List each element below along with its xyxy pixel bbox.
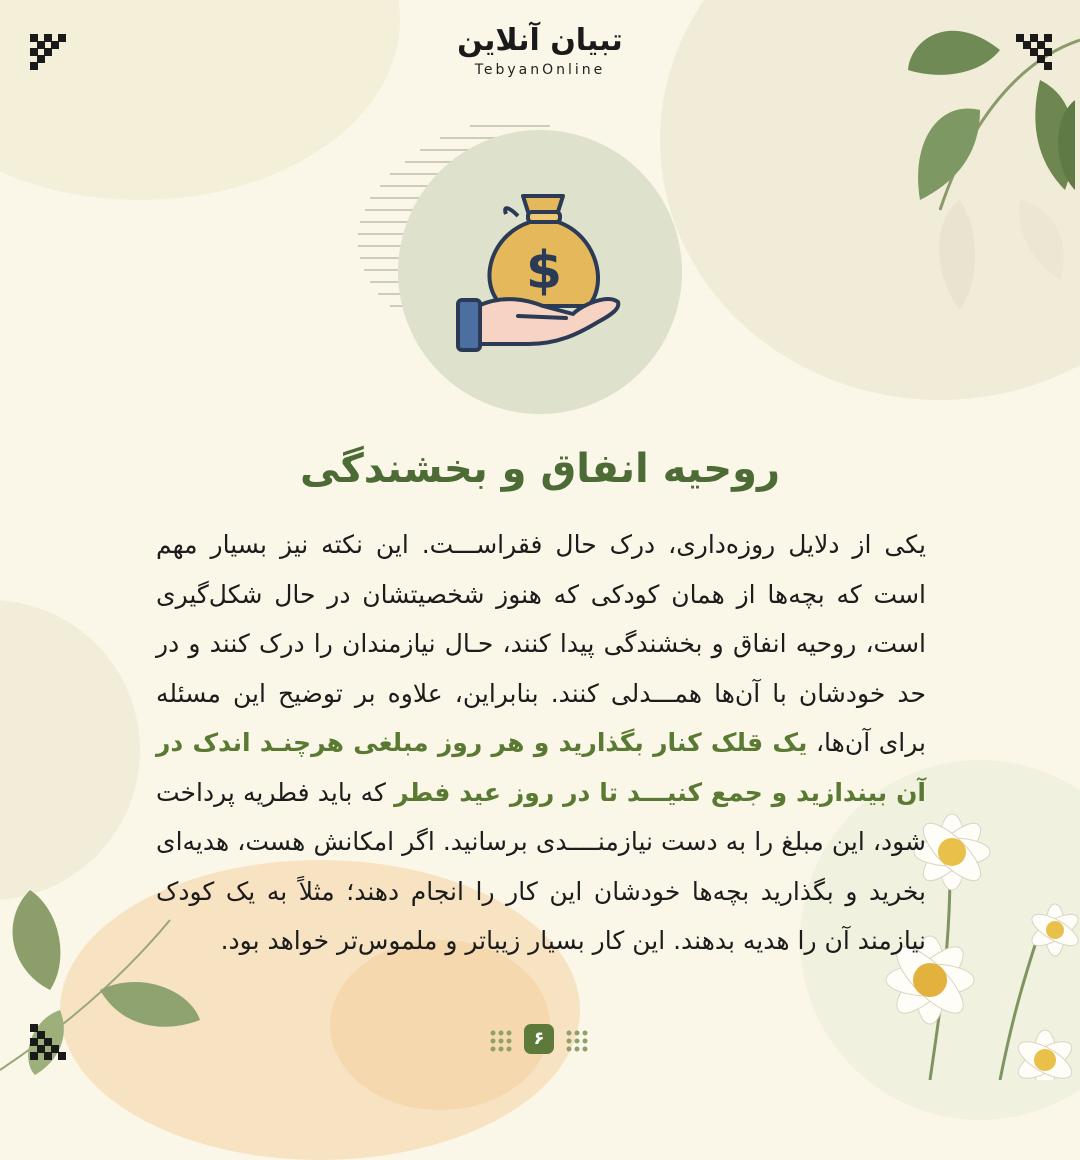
page-indicator (490, 1024, 590, 1058)
dots-grid-icon (566, 1030, 588, 1052)
background-blob (0, 0, 400, 200)
dollar-symbol: $ (525, 241, 563, 301)
body-text-part: یکی از دلایل روزه‌داری، درک حال فقراســـت. این نکته نیز بسیار مهم است که بچه‌ها از همان کودکی که هنوز شخصیتشان در حال شکل‌گیری است، روحیه انفاق و بخشندگی پیدا کنند، حـال نیازمندان را درک کنند و در حد خودشان با آن‌ها همـــدلی کنند. بنابراین، علاوه بر توضیح این مسئله برای آن‌ها، (156, 530, 926, 757)
page-number-badge: ۶ (524, 1024, 554, 1054)
post-body (156, 520, 926, 966)
pixel-corner-mark-icon (1016, 34, 1052, 70)
body-text-part: که باید فطریه پرداخت شود، این مبلغ را به دست نیازمنــــدی برسانید. اگر امکانش هست، هدیه‌ای بخرید و بگذارید بچه‌ها خودشان این کار را انجام دهند؛ مثلاً به یک کودک نیازمند آن را هدیه بدهند. این کار بسیار زیباتر و ملموس‌تر خواهد بود. (156, 777, 926, 955)
background-blob (0, 600, 140, 900)
post-title: روحیه انفاق و بخشندگی (300, 446, 780, 492)
pixel-corner-mark-icon (30, 34, 66, 70)
logo-text-en: TebyanOnline (474, 62, 606, 78)
body-highlight-text: یک قلک کنار بگذارید و هر روز مبلغی هرچنـد اندک در آن بیندازید و جمع کنیـــد تا در روز عید فطر (156, 728, 926, 807)
logo-text-fa: تبیان آنلاین (457, 23, 623, 58)
brand-logo (440, 24, 640, 78)
pixel-corner-mark-icon (30, 1024, 66, 1060)
money-bag-in-hand-icon (448, 176, 632, 360)
dots-grid-icon (490, 1030, 512, 1052)
